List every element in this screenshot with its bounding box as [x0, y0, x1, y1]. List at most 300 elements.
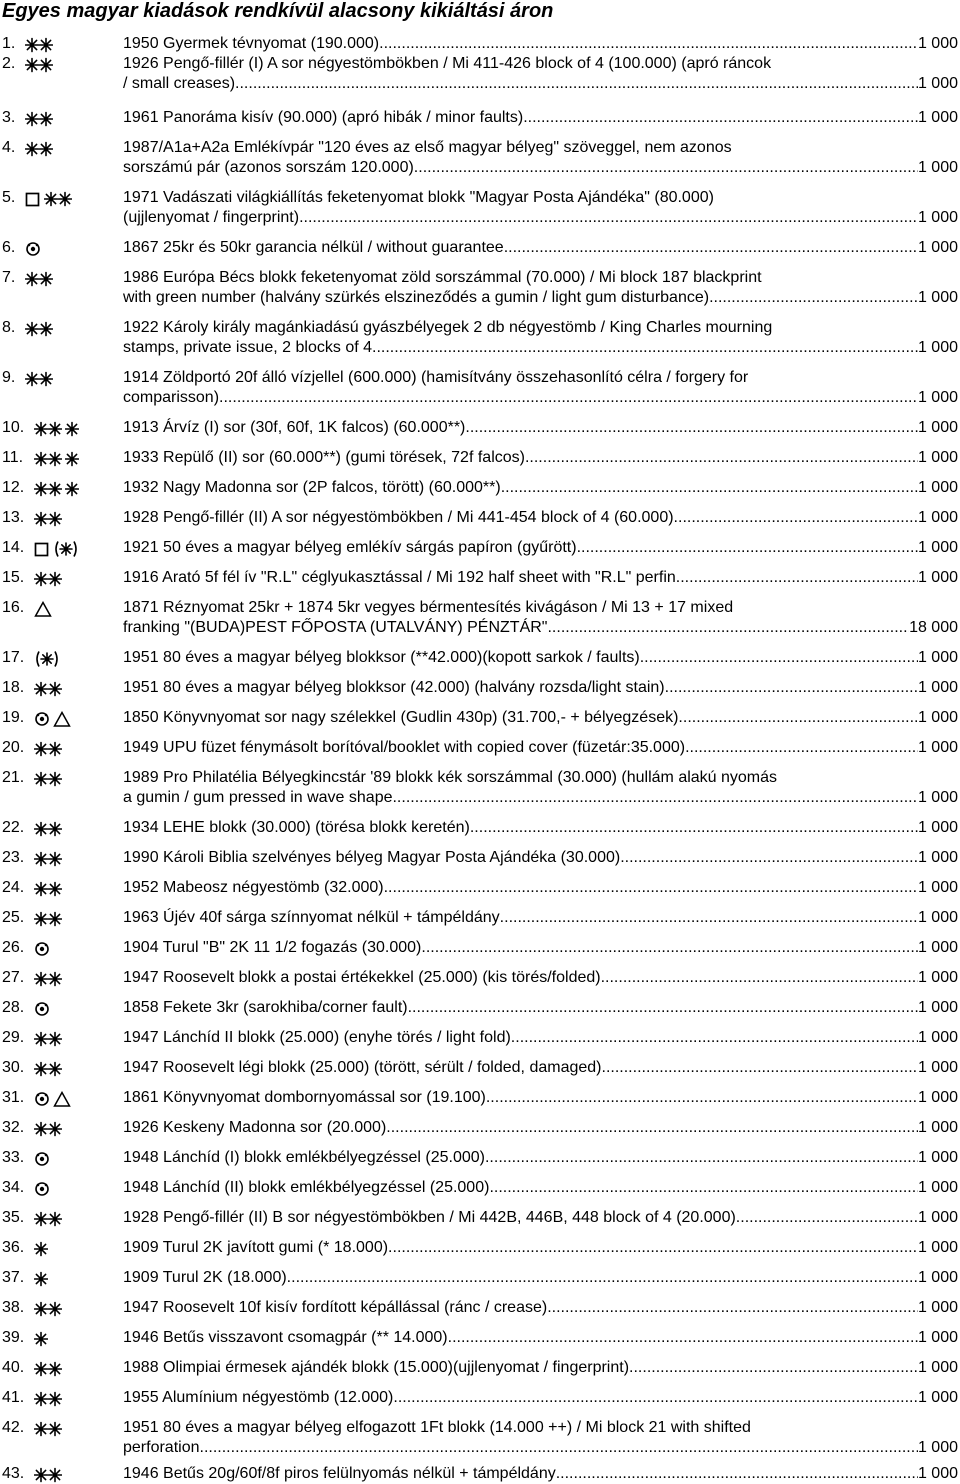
list-item: [0, 54, 960, 94]
condition-icons: [34, 1150, 50, 1167]
item-description: [123, 1328, 958, 1348]
description-text: 1955 Alumínium négyestömb (12.000): [123, 1389, 394, 1406]
condition-icons: [25, 270, 53, 287]
starting-price: 1 000: [917, 1439, 958, 1456]
description-text: 1951 80 éves a magyar bélyeg blokksor (**42.000)(kopott sarkok / faults): [123, 649, 640, 666]
item-number: 24.: [2, 879, 25, 896]
description-text: 1928 Pengő-fillér (II) B sor négyestömbökben / Mi 442B, 446B, 448 block of 4 (20.000): [123, 1209, 736, 1226]
dot-leader: [485, 1148, 918, 1168]
description-line: [123, 1088, 958, 1108]
cover-triangle-icon: [34, 601, 52, 617]
description-line: [123, 138, 958, 158]
starting-price: 1 000: [917, 159, 958, 176]
mint-never-hinged-icon: [34, 481, 62, 497]
item-description: [123, 138, 958, 178]
description-text: 1946 Betűs visszavont csomagpár (** 14.000): [123, 1329, 448, 1346]
item-description: [123, 998, 958, 1018]
description-text: (ujjlenyomat / fingerprint): [123, 209, 300, 226]
used-postmark-icon: [25, 241, 41, 257]
starting-price: 1 000: [917, 109, 958, 126]
mint-never-hinged-icon: [34, 571, 62, 587]
list-item: [0, 678, 960, 698]
starting-price: 1 000: [917, 389, 958, 406]
item-description: [123, 648, 958, 668]
mint-never-hinged-icon: [34, 421, 62, 437]
description-text: 1988 Olimpiai érmesek ajándék blokk (15.000)(ujjlenyomat / fingerprint): [123, 1359, 630, 1376]
description-text: franking "(BUDA)PEST FŐPOSTA (UTALVÁNY) PÉNZTÁR": [123, 619, 548, 636]
starting-price: 1 000: [917, 1269, 958, 1286]
list-item: [0, 1238, 960, 1258]
starting-price: 1 000: [917, 679, 958, 696]
used-postmark-icon: [34, 1091, 50, 1107]
starting-price: 1 000: [917, 1359, 958, 1376]
description-text: 1914 Zöldportó 20f álló vízjellel (600.000) (hamisítvány összehasonlító célra / forgery for: [123, 369, 749, 386]
description-line: [123, 318, 958, 338]
item-number: 14.: [2, 539, 25, 556]
mint-never-hinged-icon: [34, 681, 62, 697]
dot-leader: [448, 1328, 918, 1348]
mint-never-hinged-icon: [25, 111, 53, 127]
starting-price: 1 000: [917, 999, 958, 1016]
item-number: 34.: [2, 1179, 25, 1196]
list-item: [0, 598, 960, 638]
page-title: Egyes magyar kiadások rendkívül alacsony kikiáltási áron: [2, 0, 554, 22]
starting-price: 1 000: [917, 1149, 958, 1166]
condition-icons: [34, 940, 50, 957]
description-line: [123, 1268, 958, 1288]
item-number: 32.: [2, 1119, 25, 1136]
starting-price: 1 000: [917, 789, 958, 806]
dot-leader: [386, 1118, 918, 1138]
dot-leader: [235, 74, 918, 94]
description-line: [123, 598, 958, 618]
item-number: 13.: [2, 509, 25, 526]
list-item: [0, 418, 960, 438]
hinged-icon: [34, 1331, 48, 1347]
description-text: 1909 Turul 2K (18.000): [123, 1269, 287, 1286]
description-line: [123, 54, 958, 74]
item-number: 17.: [2, 649, 25, 666]
dot-leader: [504, 238, 918, 258]
condition-icons: [34, 1000, 50, 1017]
item-description: [123, 448, 958, 468]
item-number: 6.: [2, 239, 16, 256]
hinged-icon: [34, 1271, 48, 1287]
condition-icons: [34, 820, 62, 837]
item-number: 21.: [2, 769, 25, 786]
description-line: [123, 338, 958, 358]
item-number: 12.: [2, 479, 25, 496]
description-line: [123, 738, 958, 758]
dot-leader: [685, 738, 918, 758]
item-description: [123, 938, 958, 958]
description-line: [123, 268, 958, 288]
starting-price: 1 000: [917, 509, 958, 526]
description-text: 1904 Turul "B" 2K 11 1/2 fogazás (30.000): [123, 939, 422, 956]
list-item: [0, 268, 960, 308]
item-description: [123, 1178, 958, 1198]
list-item: [0, 1358, 960, 1378]
list-item: [0, 998, 960, 1018]
description-line: [123, 1298, 958, 1318]
item-number: 38.: [2, 1299, 25, 1316]
description-line: [123, 768, 958, 788]
dot-leader: [511, 1028, 918, 1048]
condition-icons: [34, 1180, 50, 1197]
description-text: 1909 Turul 2K javított gumi (* 18.000): [123, 1239, 389, 1256]
description-line: [123, 1358, 958, 1378]
condition-icons: [34, 1210, 62, 1227]
list-item: [0, 1178, 960, 1198]
description-line: [123, 108, 958, 128]
item-number: 9.: [2, 369, 16, 386]
item-description: [123, 1298, 958, 1318]
description-text: 1858 Fekete 3kr (sarokhiba/corner fault): [123, 999, 408, 1016]
list-item: [0, 1208, 960, 1228]
description-line: [123, 508, 958, 528]
item-description: [123, 1464, 958, 1484]
condition-icons: [34, 880, 62, 897]
condition-icons: [25, 370, 53, 387]
item-description: [123, 908, 958, 928]
condition-icons: [34, 1270, 48, 1287]
starting-price: 1 000: [917, 419, 958, 436]
condition-icons: [25, 110, 53, 127]
item-description: [123, 508, 958, 528]
item-number: 16.: [2, 599, 25, 616]
item-description: [123, 678, 958, 698]
description-text: 1871 Réznyomat 25kr + 1874 5kr vegyes bérmentesítés kivágáson / Mi 13 + 17 mixed: [123, 599, 734, 616]
item-number: 35.: [2, 1209, 25, 1226]
description-text: perforation: [123, 1439, 200, 1456]
description-line: [123, 1118, 958, 1138]
hinged-icon: [34, 1241, 48, 1257]
description-text: 1947 Roosevelt légi blokk (25.000) (törött, sérült / folded, damaged): [123, 1059, 602, 1076]
starting-price: 1 000: [917, 239, 958, 256]
condition-icons: [34, 850, 62, 867]
starting-price: 1 000: [917, 1209, 958, 1226]
list-item: [0, 938, 960, 958]
dot-leader: [674, 508, 918, 528]
item-description: [123, 188, 958, 228]
description-line: [123, 188, 958, 208]
description-line: [123, 388, 958, 408]
dot-leader: [465, 418, 918, 438]
item-number: 42.: [2, 1419, 25, 1436]
description-text: 1961 Panoráma kisív (90.000) (apró hibák / minor faults): [123, 109, 524, 126]
list-item: [0, 818, 960, 838]
dot-leader: [665, 678, 918, 698]
item-number: 2.: [2, 55, 16, 72]
mint-never-hinged-icon: [34, 1121, 62, 1137]
no-gum-icon: [34, 650, 60, 668]
mint-never-hinged-icon: [34, 1061, 62, 1077]
list-item: [0, 1418, 960, 1458]
dot-leader: [486, 1088, 918, 1108]
list-item: [0, 508, 960, 528]
item-description: [123, 1238, 958, 1258]
item-description: [123, 848, 958, 868]
proof-box-icon: [34, 541, 50, 557]
hinged-icon: [65, 481, 79, 497]
list-item: [0, 1388, 960, 1408]
item-description: [123, 238, 958, 258]
mint-never-hinged-icon: [34, 1301, 62, 1317]
list-item: [0, 1298, 960, 1318]
list-item: [0, 1058, 960, 1078]
description-text: 1928 Pengő-fillér (II) A sor négyestömbökben / Mi 441-454 block of 4 (60.000): [123, 509, 674, 526]
list-item: [0, 448, 960, 468]
item-description: [123, 598, 958, 638]
dot-leader: [388, 1238, 918, 1258]
description-line: [123, 238, 958, 258]
list-item: [0, 878, 960, 898]
list-item: [0, 768, 960, 808]
dot-leader: [501, 478, 918, 498]
dot-leader: [299, 208, 918, 228]
description-text: 1922 Károly király magánkiadású gyászbélyegek 2 db négyestömb / King Charles mourning: [123, 319, 773, 336]
condition-icons: [34, 480, 79, 497]
mint-never-hinged-icon: [34, 1421, 62, 1437]
description-text: 1949 UPU füzet fénymásolt borítóval/booklet with copied cover (füzetár:35.000): [123, 739, 686, 756]
mint-never-hinged-icon: [34, 1467, 62, 1483]
item-description: [123, 108, 958, 128]
starting-price: 1 000: [917, 1029, 958, 1046]
condition-icons: [34, 680, 62, 697]
list-item: [0, 368, 960, 408]
description-text: with green number (halvány szürkés elszineződés a gumin / light gum disturbance): [123, 289, 710, 306]
dot-leader: [384, 878, 918, 898]
condition-icons: [34, 1240, 48, 1257]
item-number: 7.: [2, 269, 16, 286]
condition-icons: [34, 1420, 62, 1437]
dot-leader: [414, 158, 918, 178]
mint-never-hinged-icon: [34, 911, 62, 927]
list-item: [0, 1328, 960, 1348]
mint-never-hinged-icon: [34, 851, 62, 867]
mint-never-hinged-icon: [25, 321, 53, 337]
starting-price: 1 000: [917, 539, 958, 556]
item-number: 4.: [2, 139, 16, 156]
description-text: 1926 Pengő-fillér (I) A sor négyestömbökben / Mi 411-426 block of 4 (100.000) (apró ráncok: [123, 55, 772, 72]
item-description: [123, 1208, 958, 1228]
no-gum-icon: [53, 540, 79, 558]
item-description: [123, 1388, 958, 1408]
dot-leader: [523, 108, 918, 128]
list-item: [0, 188, 960, 228]
starting-price: 1 000: [917, 819, 958, 836]
item-number: 23.: [2, 849, 25, 866]
list-item: [0, 478, 960, 498]
mint-never-hinged-icon: [25, 57, 53, 73]
item-number: 39.: [2, 1329, 25, 1346]
hinged-icon: [65, 451, 79, 467]
dot-leader: [601, 968, 918, 988]
description-line: [123, 678, 958, 698]
description-line: [123, 158, 958, 178]
description-text: 1986 Európa Bécs blokk feketenyomat zöld sorszámmal (70.000) / Mi block 187 blackprint: [123, 269, 762, 286]
mint-never-hinged-icon: [25, 271, 53, 287]
item-description: [123, 318, 958, 358]
mint-never-hinged-icon: [34, 511, 62, 527]
description-line: [123, 1464, 958, 1484]
starting-price: 1 000: [917, 939, 958, 956]
dot-leader: [219, 388, 918, 408]
item-number: 36.: [2, 1239, 25, 1256]
mint-never-hinged-icon: [44, 191, 72, 207]
description-text: 1916 Arató 5f fél ív "R.L" céglyukasztással / Mi 192 half sheet with "R.L" perfin: [123, 569, 676, 586]
item-description: [123, 968, 958, 988]
item-description: [123, 818, 958, 838]
condition-icons: [34, 970, 62, 987]
item-description: [123, 368, 958, 408]
condition-icons: [34, 740, 62, 757]
item-description: [123, 768, 958, 808]
item-number: 40.: [2, 1359, 25, 1376]
description-text: 1963 Újév 40f sárga színnyomat nélkül + támpéldány: [123, 909, 500, 926]
description-text: 1990 Károli Biblia szelvényes bélyeg Magyar Posta Ajándéka (30.000): [123, 849, 621, 866]
list-item: [0, 568, 960, 588]
starting-price: 1 000: [917, 1389, 958, 1406]
dot-leader: [489, 1178, 918, 1198]
starting-price: 18 000: [909, 619, 958, 636]
starting-price: 1 000: [917, 1179, 958, 1196]
mint-never-hinged-icon: [34, 1031, 62, 1047]
item-number: 1.: [2, 35, 16, 52]
used-postmark-icon: [34, 1151, 50, 1167]
dot-leader: [577, 538, 918, 558]
list-item: [0, 848, 960, 868]
description-text: 1946 Betűs 20g/60f/8f piros felülnyomás nélkül + támpéldány: [123, 1465, 556, 1482]
item-description: [123, 478, 958, 498]
mint-never-hinged-icon: [34, 821, 62, 837]
item-number: 43.: [2, 1465, 25, 1482]
starting-price: 1 000: [917, 849, 958, 866]
condition-icons: [34, 650, 60, 667]
condition-icons: [34, 1466, 62, 1483]
mint-never-hinged-icon: [34, 881, 62, 897]
item-description: [123, 1358, 958, 1378]
dot-leader: [709, 288, 918, 308]
dot-leader: [676, 568, 918, 588]
description-text: 1921 50 éves a magyar bélyeg emlékív sárgás papíron (gyűrött): [123, 539, 577, 556]
list-item: [0, 34, 960, 54]
description-text: 1867 25kr és 50kr garancia nélkül / without guarantee: [123, 239, 504, 256]
condition-icons: [25, 140, 53, 157]
item-number: 26.: [2, 939, 25, 956]
dot-leader: [547, 618, 909, 638]
starting-price: 1 000: [917, 1089, 958, 1106]
cover-triangle-icon: [53, 711, 71, 727]
dot-leader: [547, 1298, 918, 1318]
used-postmark-icon: [34, 941, 50, 957]
description-text: 1987/A1a+A2a Emlékívpár "120 éves az első magyar bélyeg" szöveggel, nem azonos: [123, 139, 732, 156]
condition-icons: [25, 240, 41, 257]
starting-price: 1 000: [917, 569, 958, 586]
starting-price: 1 000: [917, 289, 958, 306]
description-line: [123, 1418, 958, 1438]
item-description: [123, 1118, 958, 1138]
starting-price: 1 000: [917, 709, 958, 726]
description-text: 1950 Gyermek tévnyomat (190.000): [123, 35, 380, 52]
cover-triangle-icon: [53, 1091, 71, 1107]
mint-never-hinged-icon: [34, 1211, 62, 1227]
mint-never-hinged-icon: [34, 1361, 62, 1377]
description-text: 1861 Könyvnyomat dombornyomással sor (19.100): [123, 1089, 486, 1106]
dot-leader: [470, 818, 918, 838]
description-text: 1989 Pro Philatélia Bélyegkincstár '89 blokk kék sorszámmal (30.000) (hullám alakú nyomás: [123, 769, 778, 786]
dot-leader: [678, 708, 918, 728]
list-item: [0, 238, 960, 258]
condition-icons: [34, 1060, 62, 1077]
condition-icons: [25, 36, 53, 53]
starting-price: 1 000: [917, 739, 958, 756]
item-description: [123, 1148, 958, 1168]
description-line: [123, 1208, 958, 1228]
condition-icons: [34, 1090, 71, 1107]
mint-never-hinged-icon: [34, 741, 62, 757]
starting-price: 1 000: [917, 209, 958, 226]
starting-price: 1 000: [917, 479, 958, 496]
list-item: [0, 1464, 960, 1484]
list-item: [0, 1118, 960, 1138]
description-line: [123, 618, 958, 638]
list-item: [0, 1028, 960, 1048]
item-number: 5.: [2, 189, 16, 206]
starting-price: 1 000: [917, 1059, 958, 1076]
starting-price: 1 000: [917, 1239, 958, 1256]
condition-icons: [34, 1120, 62, 1137]
condition-icons: [34, 540, 79, 557]
condition-icons: [34, 710, 71, 727]
description-line: [123, 1028, 958, 1048]
item-number: 27.: [2, 969, 25, 986]
list-item: [0, 968, 960, 988]
item-number: 19.: [2, 709, 25, 726]
list-item: [0, 108, 960, 128]
description-text: 1951 80 éves a magyar bélyeg elfogazott 1Ft blokk (14.000 ++) / Mi block 21 with shifted: [123, 1419, 751, 1436]
list-item: [0, 738, 960, 758]
description-line: [123, 998, 958, 1018]
item-number: 28.: [2, 999, 25, 1016]
item-description: [123, 568, 958, 588]
condition-icons: [34, 1030, 62, 1047]
description-text: 1934 LEHE blokk (30.000) (törésa blokk keretén): [123, 819, 470, 836]
item-description: [123, 1418, 958, 1458]
description-line: [123, 908, 958, 928]
used-postmark-icon: [34, 1181, 50, 1197]
description-line: [123, 1388, 958, 1408]
starting-price: 1 000: [917, 879, 958, 896]
item-number: 20.: [2, 739, 25, 756]
description-text: 1913 Árvíz (I) sor (30f, 60f, 1K falcos) (60.000**): [123, 419, 466, 436]
condition-icons: [34, 1360, 62, 1377]
mint-never-hinged-icon: [34, 451, 62, 467]
dot-leader: [393, 1388, 918, 1408]
used-postmark-icon: [34, 711, 50, 727]
dot-leader: [408, 998, 918, 1018]
item-description: [123, 1058, 958, 1078]
description-line: [123, 568, 958, 588]
starting-price: 1 000: [917, 1119, 958, 1136]
description-line: [123, 708, 958, 728]
proof-box-icon: [25, 191, 41, 207]
list-item: [0, 708, 960, 728]
dot-leader: [620, 848, 918, 868]
description-text: stamps, private issue, 2 blocks of 4: [123, 339, 372, 356]
condition-icons: [34, 770, 62, 787]
description-line: [123, 368, 958, 388]
